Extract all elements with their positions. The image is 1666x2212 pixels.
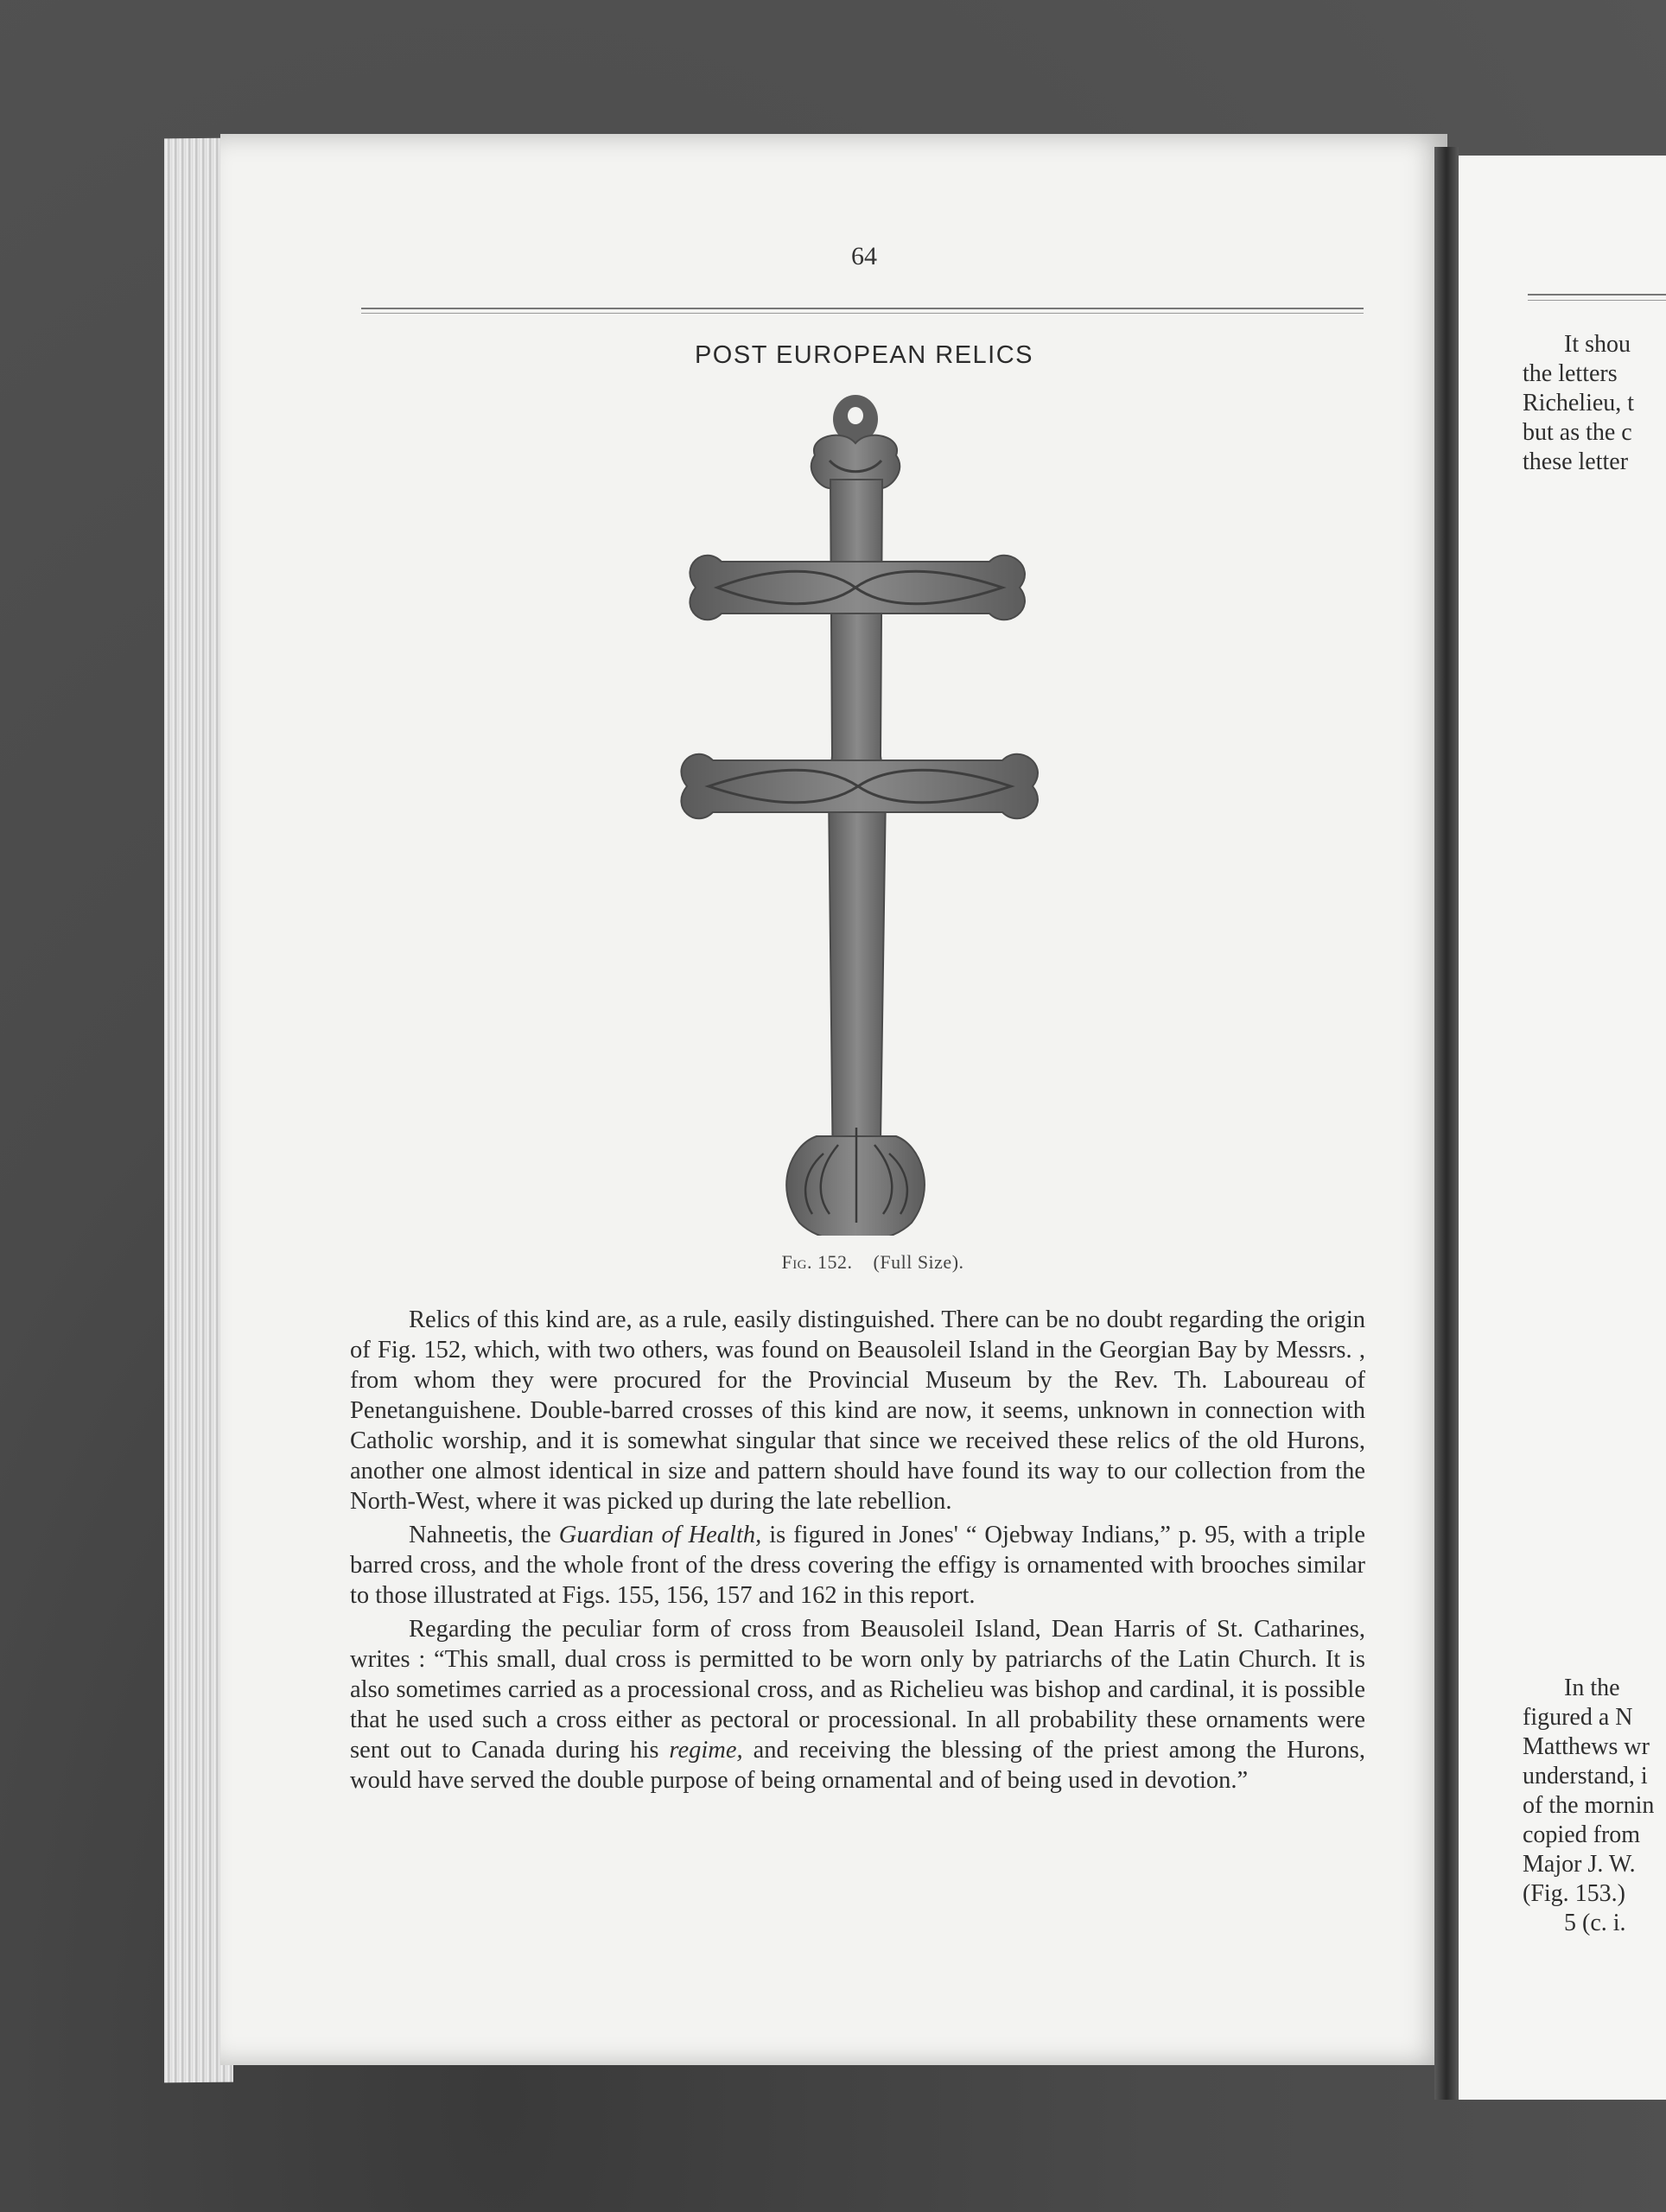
- figure-caption-number: 152.: [817, 1251, 853, 1273]
- paragraph-3: [350, 1614, 1365, 1796]
- facing-line: Major J. W.: [1523, 1851, 1636, 1878]
- paragraph-2-italic: Guardian of Health,: [558, 1522, 762, 1548]
- facing-line: Richelieu, t: [1523, 390, 1635, 416]
- facing-line: In the: [1564, 1675, 1620, 1701]
- double-cross-illustration: [670, 393, 1050, 1236]
- facing-page-top-text: [1523, 330, 1634, 477]
- facing-line: Matthews wr: [1523, 1733, 1650, 1760]
- body-text: [350, 1305, 1365, 1799]
- paragraph-3-italic: regime,: [669, 1737, 743, 1764]
- facing-line: copied from: [1523, 1821, 1641, 1848]
- figure-double-cross: [670, 393, 1050, 1236]
- paragraph-2: [350, 1520, 1365, 1611]
- header-rule: [361, 308, 1364, 309]
- header-rule-thin: [361, 313, 1364, 314]
- facing-line: It shou: [1564, 331, 1631, 358]
- paragraph-2-text-after: is figured in Jones' “ Ojebway Indians,” p. 95, with a triple barred cross, and the whole front of the dress covering the effigy is ornamented with brooches similar to those illustrated at Figs. 155, 156, 157 and 162 in this report.: [350, 1522, 1365, 1609]
- facing-line: (Fig. 153.): [1523, 1880, 1625, 1907]
- facing-line: these letter: [1523, 448, 1629, 475]
- book-gutter: [1434, 147, 1459, 2100]
- facing-page-rule: [1528, 294, 1666, 296]
- figure-caption-note: (Full Size).: [873, 1251, 964, 1273]
- facing-line: 5 (c. i.: [1564, 1910, 1626, 1936]
- page-number: 64: [851, 242, 877, 270]
- running-head: POST EUROPEAN RELICS: [694, 341, 1034, 369]
- facing-line: figured a N: [1523, 1704, 1633, 1731]
- facing-line: understand, i: [1523, 1763, 1648, 1789]
- facing-page-bottom-text: [1523, 1674, 1654, 1938]
- paragraph-3-text-after: and receiving the blessing of the priest among the Hurons, would have served the double purpose of being ornamental and of being used in devotion.”: [350, 1737, 1366, 1794]
- facing-line: but as the c: [1523, 419, 1632, 446]
- figure-caption-prefix: Fig.: [781, 1251, 813, 1273]
- paragraph-3-text-before: Regarding the peculiar form of cross from Beausoleil Island, Dean Harris of St. Catharines, writes : “This small, dual cross is permitted to be worn only by patriarchs of the Latin Church. It is also sometimes carried as a processional cross, and as Richelieu was bishop and cardinal, it is possible that he used such a cross either as pectoral or processional. In all probability these ornaments were sent out to Canada during his: [350, 1616, 1365, 1764]
- paragraph-2-text-before: Nahneetis, the: [409, 1522, 559, 1548]
- paragraph-1: Relics of this kind are, as a rule, easily distinguished. There can be no doubt regarding the origin of Fig. 152, which, with two others, was found on Beausoleil Island in the Georgian Bay by Messrs. , from whom they were procured for the Provincial Museum by the Rev. Th. Laboureau of Penetanguishene. Double-barred crosses of this kind are now, it seems, unknown in connection with Catholic worship, and it is somewhat singular that since we received these relics of the old Hurons, another one almost identical in size and pattern should have found its way to our collection from the North-West, where it was picked up during the late rebellion.: [350, 1306, 1365, 1515]
- facing-line: the letters: [1523, 360, 1618, 387]
- facing-line: of the mornin: [1523, 1792, 1655, 1819]
- facing-page-rule-thin: [1528, 300, 1666, 301]
- figure-caption: [605, 1251, 1141, 1274]
